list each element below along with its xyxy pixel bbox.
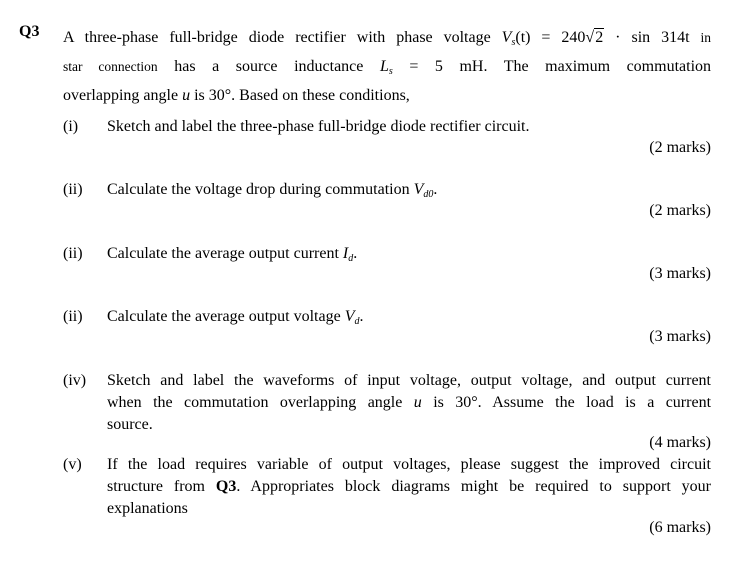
marks-label: (3 marks) (649, 265, 711, 282)
sub-question-number: (v) (63, 456, 82, 473)
sub-question-number: (ii) (63, 181, 83, 198)
sub-question-v: (v) If the load requires variable of output voltages, please suggest the improved circuit structure from Q3. Appropriates block diagrams might be required to support your explanations (63, 456, 712, 517)
sub-question-number: (ii) (63, 308, 83, 325)
marks-label: (2 marks) (649, 202, 711, 219)
sub-question-ii-voltage-drop: (ii) Calculate the voltage drop during commutation $V_{d0}$. (63, 181, 438, 200)
sub-question-i: (i) Sketch and label the three-phase full-bridge diode rectifier circuit. (63, 116, 711, 138)
intro-line-3: overlapping angle u is 30°. Based on these conditions, (63, 87, 410, 104)
marks-label: (4 marks) (649, 434, 711, 451)
intro-line-1: A three-phase full-bridge diode rectifier with phase voltage $V_s(t) = 240√2 \cdot \sin 314t$ in (63, 29, 712, 48)
sub-question-number: (ii) (63, 245, 83, 262)
sub-question-number: (i) (63, 118, 79, 135)
sub-question-iv: (iv) Sketch and label the waveforms of input voltage, output voltage, and output current when the commutation overlapping angle u is 30°. Assume the load is a current source. (63, 372, 712, 433)
marks-label: (3 marks) (649, 328, 711, 345)
sub-question-number: (iv) (63, 372, 87, 389)
question-number: Q3 (19, 23, 40, 40)
sub-question-ii-output-voltage: (ii) Calculate the average output voltage $V_d$. (63, 308, 364, 327)
sub-question-ii-output-current: (ii) Calculate the average output current $I_d$. (63, 245, 358, 264)
marks-label: (2 marks) (649, 139, 711, 156)
question-intro (63, 26, 711, 108)
intro-line-2: star connection has a source inductance $L_s = 5$ mH. The maximum commutation (63, 58, 712, 77)
marks-label: (6 marks) (649, 519, 711, 536)
